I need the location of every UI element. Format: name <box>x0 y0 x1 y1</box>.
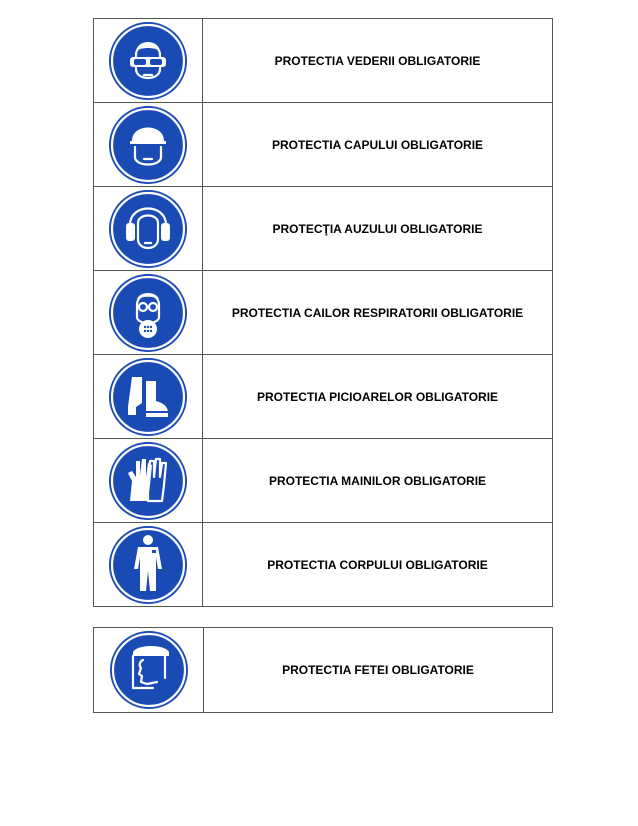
icon-cell <box>94 187 203 271</box>
sign-label: PROTECTIA CORPULUI OBLIGATORIE <box>203 523 553 607</box>
icon-cell <box>94 628 204 713</box>
hearing-protection-icon <box>108 189 188 269</box>
sign-row-face <box>94 628 553 713</box>
foot-protection-icon <box>108 357 188 437</box>
sign-label: PROTECTIA VEDERII OBLIGATORIE <box>203 19 553 103</box>
sign-row-respiratory <box>94 271 553 355</box>
icon-cell <box>94 103 203 187</box>
sign-row-hearing <box>94 187 553 271</box>
sign-label: PROTECTIA PICIOARELOR OBLIGATORIE <box>203 355 553 439</box>
icon-cell <box>94 439 203 523</box>
face-protection-table <box>93 627 553 713</box>
sign-row-eye <box>94 19 553 103</box>
sign-label: PROTECTIA MAINILOR OBLIGATORIE <box>203 439 553 523</box>
sign-label: PROTECTIA CAILOR RESPIRATORII OBLIGATORIE <box>203 271 553 355</box>
icon-cell <box>94 19 203 103</box>
face-protection-icon <box>109 630 189 710</box>
body-protection-icon <box>108 525 188 605</box>
icon-cell <box>94 523 203 607</box>
sign-row-body <box>94 523 553 607</box>
mandatory-signs-table <box>93 18 553 607</box>
sign-row-hand <box>94 439 553 523</box>
icon-cell <box>94 271 203 355</box>
sign-row-foot <box>94 355 553 439</box>
icon-cell <box>94 355 203 439</box>
sign-row-head <box>94 103 553 187</box>
sign-label: PROTECTIA CAPULUI OBLIGATORIE <box>203 103 553 187</box>
head-protection-icon <box>108 105 188 185</box>
eye-protection-icon <box>108 21 188 101</box>
hand-protection-icon <box>108 441 188 521</box>
sign-label: PROTECTIA FETEI OBLIGATORIE <box>204 628 553 713</box>
respiratory-protection-icon <box>108 273 188 353</box>
sign-label: PROTECŢIA AUZULUI OBLIGATORIE <box>203 187 553 271</box>
